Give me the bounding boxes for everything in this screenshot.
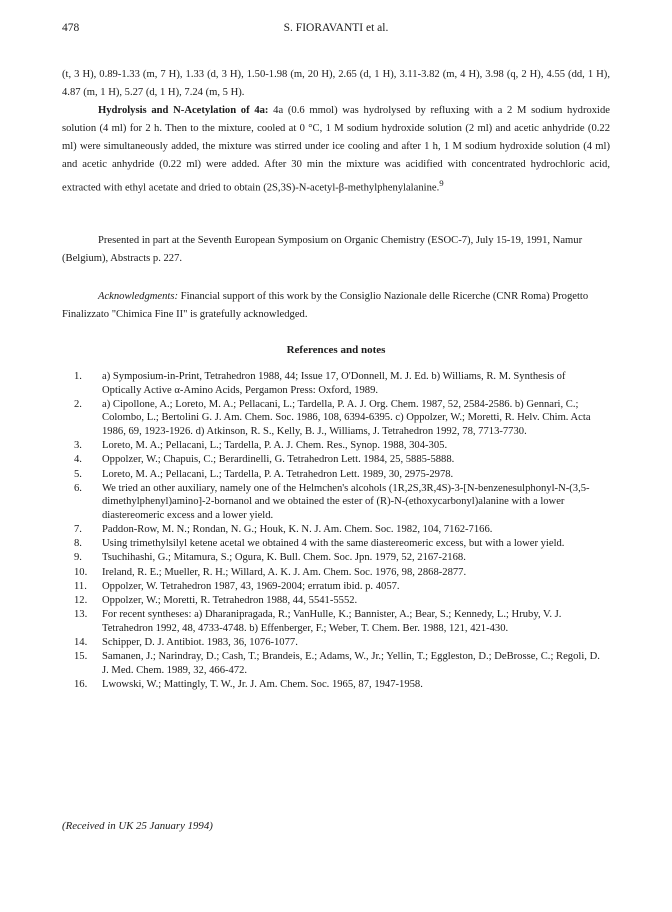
acknowledgments-text: Financial support of this work by the Consiglio Nazionale delle Ricerche (CNR Roma) Progetto Finalizzato "Chimica Fine II" is gratefully acknowledged. <box>62 291 589 320</box>
reference-number: 16. <box>74 678 88 690</box>
reference-number: 2. <box>74 398 82 410</box>
reference-text: Oppolzer, W.; Chapuis, C.; Berardinelli, G. Tetrahedron Lett. 1984, 25, 5885-5888. <box>102 454 455 466</box>
reference-item <box>74 551 606 565</box>
reference-item <box>74 566 606 580</box>
nmr-data-text: (t, 3 H), 0.89-1.33 (m, 7 H), 1.33 (d, 3 H), 1.50-1.98 (m, 20 H), 2.65 (d, 1 H), 3.11-3.82 (m, 4 H), 3.98 (q, 2 H), 4.55 (dd, 1 H), 4.87 (m, 1 H), 5.27 (d, 1 H), 7.24 (m, 5 H). <box>62 69 610 98</box>
page-number: 478 <box>62 22 80 34</box>
reference-number: 11. <box>74 580 87 592</box>
reference-text: Using trimethylsilyl ketene acetal we obtained 4 with the same diastereomeric excess, but with a lower yield. <box>102 538 565 550</box>
reference-item <box>74 537 606 551</box>
reference-text: Oppolzer, W. Tetrahedron 1987, 43, 1969-2004; erratum ibid. p. 4057. <box>102 580 400 592</box>
reference-text: Oppolzer, W.; Moretti, R. Tetrahedron 1988, 44, 5541-5552. <box>102 595 358 607</box>
reference-text: Tsuchihashi, G.; Mitamura, S.; Ogura, K. Bull. Chem. Soc. Jpn. 1979, 52, 2167-2168. <box>102 552 466 564</box>
page-header <box>62 22 610 38</box>
reference-number: 9. <box>74 552 82 564</box>
reference-number: 12. <box>74 595 88 607</box>
running-head: S. FIORAVANTI et al. <box>283 22 389 34</box>
received-date: (Received in UK 25 January 1994) <box>62 820 213 832</box>
hydrolysis-text: 4a (0.6 mmol) was hydrolysed by refluxing with a 2 M sodium hydroxide solution (4 ml) for 2 h. Then to the mixture, cooled at 0 °C, 1 M sodium hydroxide solution (2 ml) and acetic anhydride (0.22 ml) were simultaneously added, the mixture was stirred under ice cooling and after 1 h, 1 M sodium hydroxide solution (4 ml) and acetic anhydride (0.22 ml) were added. After 30 min the mixture was acidified with concentrated hydrochloric acid, extracted with ethyl acetate and dried to obtain (2S,3S)-N-acetyl-β-methylphenylalanine. <box>62 105 611 194</box>
acknowledgments <box>62 288 610 324</box>
section-run-in-heading: Hydrolysis and N-Acetylation of 4a: <box>98 105 269 116</box>
reference-text: Schipper, D. J. Antibiot. 1983, 36, 1076-1077. <box>102 637 298 648</box>
reference-text: a) Cipollone, A.; Loreto, M. A.; Pellacani, L.; Tardella, P. A. J. Org. Chem. 1987, 52, 2584-2586. b) Gennari, C.; Colombo, L.; Bertolini G. J. Am. Chem. Soc. 1986, 108, 6394-6395. c) Oppolzer, W.; Moretti, R. Helv. Chim. Acta 1986, 69, 1923-1926. d) Atkinson, R. S., Kelly, B. J., Williams, J. Tetrahedron 1992, 78, 7713-7730. <box>102 398 591 437</box>
reference-number: 15. <box>74 651 88 663</box>
reference-number: 10. <box>74 566 88 578</box>
reference-number: 7. <box>74 524 82 536</box>
reference-number: 8. <box>74 538 82 550</box>
reference-number: 6. <box>74 482 82 494</box>
reference-item <box>74 523 606 537</box>
reference-item <box>74 636 606 650</box>
citation-superscript: 9 <box>439 178 444 188</box>
reference-item <box>74 398 606 439</box>
reference-number: 1. <box>74 371 82 382</box>
references-title: References and notes <box>286 344 386 356</box>
reference-text: We tried an other auxiliary, namely one of the Helmchen's alcohols (1R,2S,3R,4S)-3-[N-benzenesulphonyl-N-(3,5-dimethylphenyl)amino]-2-bornanol and we obtained the ester of (R)-N-(ethoxycarbonyl)alanine with a lower diastereomeric excess and a lower yield. <box>102 482 590 521</box>
reference-text: Paddon-Row, M. N.; Rondan, N. G.; Houk, K. N. J. Am. Chem. Soc. 1982, 104, 7162-7166. <box>102 524 493 536</box>
reference-number: 3. <box>74 440 82 452</box>
reference-item <box>74 482 606 523</box>
reference-text: For recent syntheses: a) Dharanipragada, R.; VanHulle, K.; Bannister, A.; Bear, S.; Kennedy, L.; Hruby, V. J. Tetrahedron 1992, 48, 4733-4748. b) Effenberger, F.; Weber, T. Chem. Ber. 1988, 121, 421-430. <box>102 609 562 634</box>
reference-list <box>74 370 606 692</box>
reference-text: Ireland, R. E.; Mueller, R. H.; Willard, A. K. J. Am. Chem. Soc. 1976, 98, 2868-2877. <box>102 566 467 578</box>
reference-item <box>74 439 606 453</box>
reference-text: a) Symposium-in-Print, Tetrahedron 1988, 44; Issue 17, O'Donnell, M. J. Ed. b) Williams, R. M. Synthesis of Optically Active α-Amino Acids, Pergamon Press: Oxford, 1989. <box>102 371 566 396</box>
reference-item <box>74 608 606 635</box>
reference-number: 14. <box>74 637 88 648</box>
presented-note: Presented in part at the Seventh European Symposium on Organic Chemistry (ESOC-7), July 15-19, 1991, Namur (Belgium), Abstracts p. 227. <box>62 235 583 264</box>
reference-text: Samanen, J.; Narindray, D.; Cash, T.; Brandeis, E.; Adams, W., Jr.; Yellin, T.; Eggleston, D.; DeBrosse, C.; Regoli, D. J. Med. Chem. 1989, 32, 466-472. <box>102 651 600 676</box>
reference-number: 4. <box>74 454 82 466</box>
reference-item <box>74 678 606 692</box>
acknowledgments-heading: Acknowledgments: <box>98 291 179 302</box>
reference-text: Loreto, M. A.; Pellacani, L.; Tardella, P. A. Tetrahedron Lett. 1989, 30, 2975-2978. <box>102 468 454 480</box>
reference-item <box>74 370 606 397</box>
reference-text: Lwowski, W.; Mattingly, T. W., Jr. J. Am. Chem. Soc. 1965, 87, 1947-1958. <box>102 678 423 690</box>
reference-number: 5. <box>74 468 82 480</box>
reference-item <box>74 453 606 467</box>
reference-text: Loreto, M. A.; Pellacani, L.; Tardella, P. A. J. Chem. Res., Synop. 1988, 304-305. <box>102 440 448 452</box>
hydrolysis-paragraph <box>62 102 610 198</box>
experimental-paragraph <box>62 66 610 198</box>
reference-item <box>74 650 606 677</box>
reference-number: 13. <box>74 609 88 621</box>
reference-item <box>74 594 606 608</box>
reference-item <box>74 468 606 482</box>
reference-item <box>74 580 606 594</box>
